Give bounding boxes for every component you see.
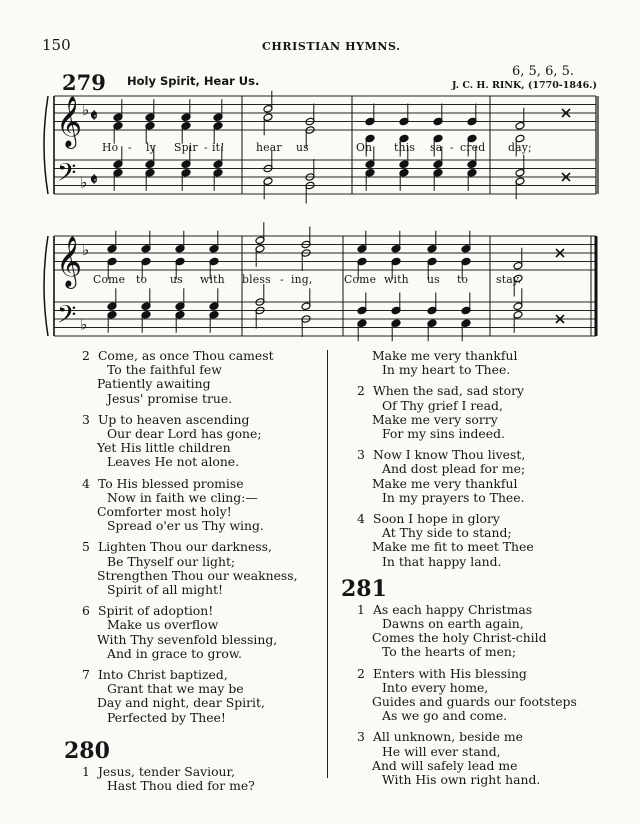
hymn-280-verse-1-end xyxy=(357,349,617,377)
lyric-syllable: cred xyxy=(460,141,486,154)
stanza-number: 5 xyxy=(82,539,90,555)
verse-text: Come, as once Thou camest xyxy=(97,348,274,363)
verse-line xyxy=(357,448,617,462)
stanza-number: 6 xyxy=(82,603,90,619)
verse-text: In that happy land. xyxy=(382,553,502,569)
verse-line xyxy=(357,399,617,413)
time-signature: 𝄵 xyxy=(90,106,98,127)
verse-line xyxy=(357,427,617,441)
verse-line xyxy=(357,363,617,377)
hymn-279-composer: J. C. H. RINK, (1770-1846.) xyxy=(452,80,597,91)
verse-line xyxy=(357,667,617,681)
verse-text: Spread o'er us Thy wing. xyxy=(107,518,264,534)
lyric-syllable: day; xyxy=(508,141,532,154)
left-column xyxy=(64,348,322,800)
lyric-syllable: - xyxy=(280,273,284,286)
lyric-syllable: to xyxy=(457,273,469,286)
verse-text: He will ever stand, xyxy=(382,743,501,759)
lyric-syllable: us xyxy=(427,273,440,286)
verse-text: To the hearts of men; xyxy=(382,644,517,660)
verse-line xyxy=(82,363,322,377)
stanza xyxy=(82,477,322,534)
verse-line xyxy=(82,647,322,661)
clef-glyph: 𝄞 xyxy=(56,236,83,287)
hymn-279-title: Holy Spirit, Hear Us. xyxy=(127,74,260,88)
stanza xyxy=(357,603,617,660)
lyric-syllable: with xyxy=(384,273,409,286)
verse-text: Of Thy grief I read, xyxy=(382,397,503,413)
verse-line xyxy=(82,477,322,491)
verse-text: Our dear Lord has gone; xyxy=(107,426,262,442)
hymn-279-verses xyxy=(82,349,322,725)
verse-line xyxy=(357,349,617,363)
verse-text: With Thy sevenfold blessing, xyxy=(97,631,278,647)
stanza xyxy=(82,540,322,597)
verse-line xyxy=(357,617,617,631)
stanza-number: 7 xyxy=(82,667,90,683)
verse-text: At Thy side to stand; xyxy=(382,525,512,541)
hymn-281-number: 281 xyxy=(341,575,387,602)
verse-text: Jesus' promise true. xyxy=(107,390,233,406)
verse-text: Be Thyself our light; xyxy=(107,553,236,569)
verse-text: Make us overflow xyxy=(107,617,219,633)
stanza-number: 4 xyxy=(357,511,365,527)
lyric-syllable: stay. xyxy=(496,273,522,286)
verse-line xyxy=(357,709,617,723)
stanza-number: 3 xyxy=(357,447,365,463)
time-signature: 𝄵 xyxy=(90,170,98,191)
verse-text: As we go and come. xyxy=(382,708,508,724)
stanza xyxy=(82,765,322,793)
verse-text: Up to heaven ascending xyxy=(97,411,250,427)
verse-line xyxy=(82,505,322,519)
verse-line xyxy=(82,779,322,793)
stanza-number: 1 xyxy=(82,763,90,779)
lyric-syllable: - xyxy=(128,141,132,154)
verse-line xyxy=(82,633,322,647)
clef-glyph: 𝄢 xyxy=(57,300,77,336)
verse-line xyxy=(82,696,322,710)
verse-line xyxy=(82,413,322,427)
lyric-syllable: - xyxy=(450,141,454,154)
verse-text: For my sins indeed. xyxy=(382,426,505,442)
verse-line xyxy=(357,491,617,505)
stanza xyxy=(82,413,322,470)
verse-text: Soon I hope in glory xyxy=(372,511,500,527)
verse-text: To the faithful few xyxy=(107,362,222,378)
verse-text: Yet His little children xyxy=(97,440,231,456)
stanza xyxy=(357,730,617,787)
verse-text: Enters with His blessing xyxy=(372,665,527,681)
right-column xyxy=(341,348,617,794)
lyric-syllable: us xyxy=(296,141,309,154)
verse-line xyxy=(82,441,322,455)
hymn-281-verses xyxy=(357,603,617,787)
verse-text: In my prayers to Thee. xyxy=(382,489,525,505)
verse-text: Day and night, dear Spirit, xyxy=(97,695,265,711)
hymn-280-verses xyxy=(357,384,617,568)
verse-line xyxy=(357,512,617,526)
verse-line xyxy=(82,668,322,682)
verse-text: All unknown, beside me xyxy=(372,729,524,745)
hymn-279-meter: 6, 5, 6, 5. xyxy=(512,64,575,79)
verse-text: And in grace to grow. xyxy=(107,645,242,661)
verse-text: Perfected by Thee! xyxy=(107,709,226,725)
verse-text: Now in faith we cling:— xyxy=(107,489,258,505)
page-number: 150 xyxy=(42,36,71,54)
verse-line xyxy=(357,384,617,398)
lyric-syllable: Come xyxy=(344,273,377,286)
verse-line xyxy=(82,392,322,406)
brace xyxy=(44,236,48,336)
lyric-syllable: Ho xyxy=(102,141,119,154)
verse-line xyxy=(82,455,322,469)
verse-line xyxy=(82,491,322,505)
verse-text: Make me very thankful xyxy=(372,348,518,363)
verse-line xyxy=(82,569,322,583)
verse-line xyxy=(82,711,322,725)
verse-text: And dost plead for me; xyxy=(382,461,526,477)
running-head: CHRISTIAN HYMNS. xyxy=(262,40,401,53)
verse-text: To His blessed promise xyxy=(97,475,244,491)
verse-line xyxy=(357,759,617,773)
verse-text: Lighten Thou our darkness, xyxy=(97,539,272,555)
verse-text: In my heart to Thee. xyxy=(382,362,511,378)
clef-glyph: 𝄢 xyxy=(57,158,77,194)
verse-text: Make me very thankful xyxy=(372,475,518,491)
verse-line xyxy=(82,349,322,363)
stanza xyxy=(82,604,322,661)
stanza xyxy=(82,349,322,406)
stanza xyxy=(357,667,617,724)
stanza xyxy=(357,512,617,569)
lyric-syllable: ly xyxy=(146,141,156,154)
verse-text: When the sad, sad story xyxy=(372,383,525,399)
verse-line xyxy=(357,645,617,659)
verse-text: Hast Thou died for me? xyxy=(107,778,255,794)
verse-text: Spirit of adoption! xyxy=(97,603,214,619)
stanza xyxy=(357,349,617,377)
lyric-syllable: it! xyxy=(212,141,225,154)
key-flat: ♭ xyxy=(80,315,88,334)
verse-text: As each happy Christmas xyxy=(372,601,533,617)
verse-text: Make me fit to meet Thee xyxy=(372,539,534,555)
verse-line xyxy=(82,604,322,618)
verse-line xyxy=(357,730,617,744)
stanza-number: 2 xyxy=(82,348,90,363)
verse-line xyxy=(357,695,617,709)
hymn-279-number: 279 xyxy=(62,70,106,95)
lyric-syllable: Come xyxy=(93,273,126,286)
verse-line xyxy=(82,519,322,533)
verse-line xyxy=(82,618,322,632)
stanza-number: 4 xyxy=(82,475,90,491)
lyric-syllable: sa xyxy=(430,141,443,154)
verse-text: Guides and guards our footsteps xyxy=(372,694,577,710)
lyric-syllable: Spir xyxy=(174,141,198,154)
verse-line xyxy=(357,526,617,540)
lyric-syllable: bless xyxy=(242,273,271,286)
stanza xyxy=(357,448,617,505)
verse-line xyxy=(357,631,617,645)
stanza-number: 3 xyxy=(357,729,365,745)
key-flat: ♭ xyxy=(80,173,88,192)
verse-line xyxy=(357,413,617,427)
verse-text: Comes the holy Christ-child xyxy=(372,630,547,646)
key-flat: ♭ xyxy=(82,241,90,259)
column-divider xyxy=(327,350,328,778)
hymn-280-number: 280 xyxy=(64,737,110,764)
lyric-syllable: On xyxy=(356,141,373,154)
verse-line xyxy=(82,765,322,779)
verse-line xyxy=(82,555,322,569)
lyric-syllable: to xyxy=(136,273,148,286)
brace xyxy=(44,96,48,194)
verse-text: Into Christ baptized, xyxy=(97,667,228,683)
verse-text: Make me very sorry xyxy=(372,411,498,427)
verse-text: Now I know Thou livest, xyxy=(372,447,526,463)
verse-text: Spirit of all might! xyxy=(107,582,224,598)
stanza-number: 1 xyxy=(357,601,365,617)
verse-line xyxy=(357,603,617,617)
lyric-syllable: ing, xyxy=(291,273,313,286)
verse-text: With His own right hand. xyxy=(382,772,541,788)
verse-line xyxy=(82,583,322,597)
verse-text: Strengthen Thou our weakness, xyxy=(97,567,298,583)
stanza xyxy=(82,668,322,725)
verse-line xyxy=(82,682,322,696)
verse-line xyxy=(357,773,617,787)
stanza-number: 3 xyxy=(82,411,90,427)
verse-text: Jesus, tender Saviour, xyxy=(97,763,236,779)
lyric-syllable: - xyxy=(204,141,208,154)
verse-line xyxy=(357,681,617,695)
verse-line xyxy=(357,555,617,569)
key-flat: ♭ xyxy=(82,101,90,119)
verse-line xyxy=(357,745,617,759)
hymn-280-verse-1-start xyxy=(82,765,322,793)
lyric-syllable: this xyxy=(394,141,416,154)
stanza-number: 2 xyxy=(357,383,365,399)
verse-text: Grant that we may be xyxy=(107,681,244,697)
verse-line xyxy=(82,540,322,554)
verse-text: Into every home, xyxy=(382,679,489,695)
stanza-number: 2 xyxy=(357,665,365,681)
verse-text: Comforter most holy! xyxy=(97,504,232,520)
lyric-syllable: us xyxy=(170,273,183,286)
verse-text: Leaves He not alone. xyxy=(107,454,240,470)
verse-line xyxy=(357,540,617,554)
verse-line xyxy=(357,477,617,491)
lyric-syllable: with xyxy=(200,273,225,286)
verse-line xyxy=(82,427,322,441)
stanza xyxy=(357,384,617,441)
verse-line xyxy=(357,462,617,476)
verse-text: Patiently awaiting xyxy=(97,376,211,392)
verse-text: Dawns on earth again, xyxy=(382,616,524,632)
clef-glyph: 𝄞 xyxy=(56,96,83,147)
lyric-syllable: hear xyxy=(256,141,282,154)
verse-text: And will safely lead me xyxy=(372,757,518,773)
verse-line xyxy=(82,377,322,391)
